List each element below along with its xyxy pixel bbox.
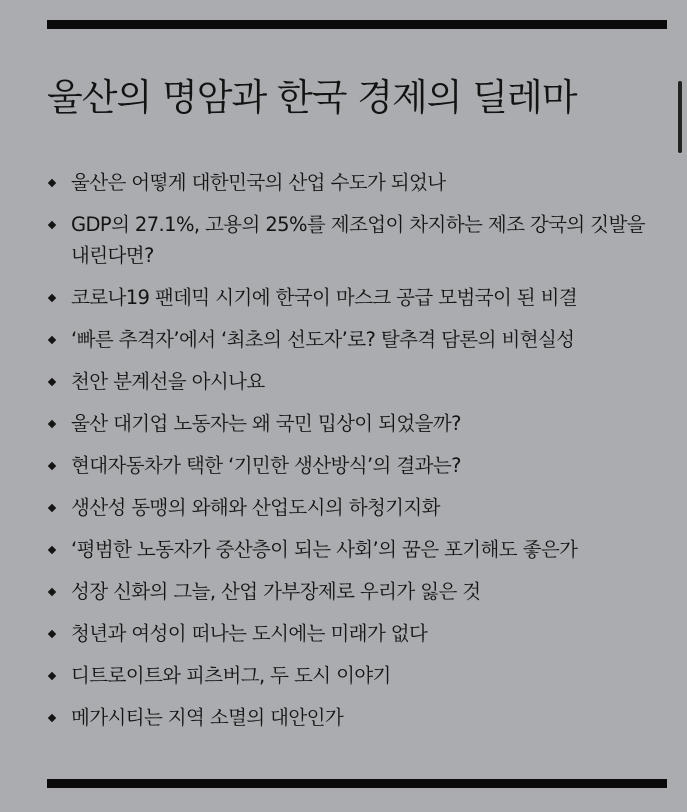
toc-item-text: 현대자동차가 택한 ‘기민한 생산방식’의 결과는? xyxy=(71,454,461,477)
toc-item-text: ‘빠른 추격자’에서 ‘최초의 선도자’로? 탈추격 담론의 비현실성 xyxy=(71,328,575,351)
toc-item-text: 울산은 어떻게 대한민국의 산업 수도가 되었나 xyxy=(71,171,446,194)
toc-item-1[interactable] xyxy=(47,167,662,198)
diamond-bullet-icon xyxy=(48,546,56,554)
diamond-bullet-icon xyxy=(48,294,56,302)
page-title: 울산의 명암과 한국 경제의 딜레마 xyxy=(47,76,577,119)
diamond-bullet-icon xyxy=(48,462,56,470)
toc-item-8[interactable] xyxy=(47,492,662,523)
scrollbar-thumb[interactable] xyxy=(678,81,682,153)
diamond-bullet-icon xyxy=(48,378,56,386)
toc-item-text: 울산 대기업 노동자는 왜 국민 밉상이 되었을까? xyxy=(71,412,461,435)
diamond-bullet-icon xyxy=(48,714,56,722)
diamond-bullet-icon xyxy=(48,672,56,680)
diamond-bullet-icon xyxy=(48,420,56,428)
toc-item-text: 천안 분계선을 아시나요 xyxy=(71,370,265,393)
toc-item-9[interactable] xyxy=(47,534,662,565)
toc-item-12[interactable] xyxy=(47,660,662,691)
toc-item-6[interactable] xyxy=(47,408,662,439)
toc-item-text: 생산성 동맹의 와해와 산업도시의 하청기지화 xyxy=(71,496,440,519)
bottom-rule xyxy=(47,779,667,788)
diamond-bullet-icon xyxy=(48,504,56,512)
toc-item-text: 메가시티는 지역 소멸의 대안인가 xyxy=(71,706,344,729)
toc-item-text: 코로나19 팬데믹 시기에 한국이 마스크 공급 모범국이 된 비결 xyxy=(71,286,578,309)
toc-item-4[interactable] xyxy=(47,324,662,355)
toc-item-text: ‘평범한 노동자가 중산층이 되는 사회’의 꿈은 포기해도 좋은가 xyxy=(71,538,578,561)
table-of-contents xyxy=(47,167,662,744)
toc-item-11[interactable] xyxy=(47,618,662,649)
toc-item-5[interactable] xyxy=(47,366,662,397)
toc-item-7[interactable] xyxy=(47,450,662,481)
top-rule xyxy=(47,20,667,29)
toc-item-text: 청년과 여성이 떠나는 도시에는 미래가 없다 xyxy=(71,622,428,645)
toc-item-13[interactable] xyxy=(47,702,662,733)
diamond-bullet-icon xyxy=(48,588,56,596)
toc-item-3[interactable] xyxy=(47,282,662,313)
toc-item-2[interactable] xyxy=(47,209,662,271)
diamond-bullet-icon xyxy=(48,336,56,344)
toc-item-text: 디트로이트와 피츠버그, 두 도시 이야기 xyxy=(71,664,391,687)
toc-item-text: 성장 신화의 그늘, 산업 가부장제로 우리가 잃은 것 xyxy=(71,580,481,603)
toc-item-10[interactable] xyxy=(47,576,662,607)
diamond-bullet-icon xyxy=(48,221,56,229)
diamond-bullet-icon xyxy=(48,630,56,638)
diamond-bullet-icon xyxy=(48,179,56,187)
toc-item-text: GDP의 27.1%, 고용의 25%를 제조업이 차지하는 제조 강국의 깃발을 내린다면? xyxy=(71,213,645,267)
